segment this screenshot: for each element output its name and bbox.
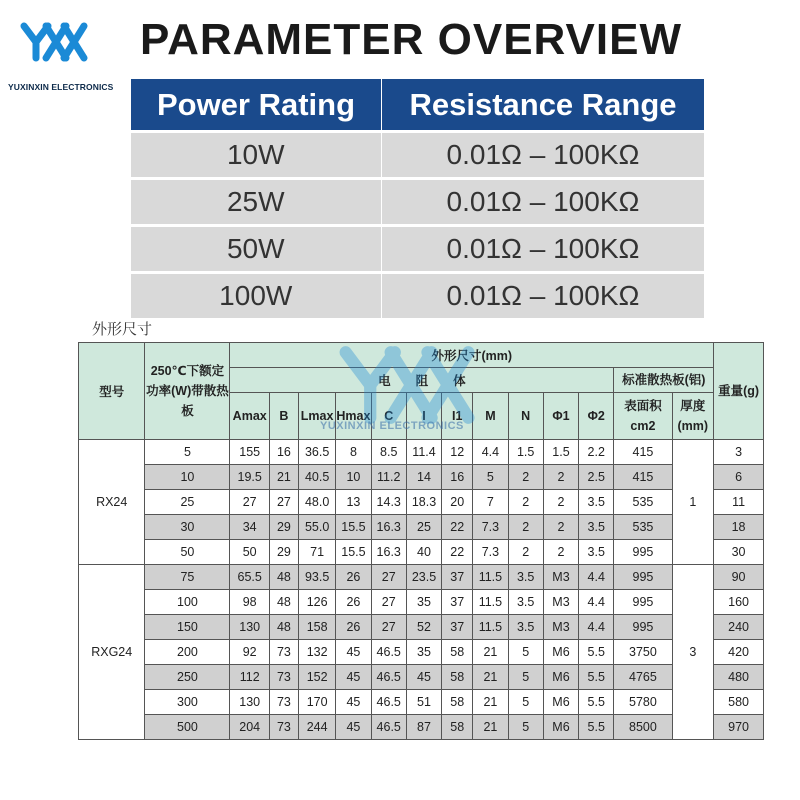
dimension-cell: 27: [371, 590, 406, 615]
table-row: [79, 615, 764, 640]
dimension-cell: 45: [336, 715, 371, 740]
weight-cell: 480: [714, 665, 764, 690]
table-row: [79, 640, 764, 665]
dimension-cell: 5.5: [579, 665, 614, 690]
dimension-cell: 98: [230, 590, 269, 615]
dimension-cell: 50: [230, 540, 269, 565]
dimension-cell: 130: [230, 615, 269, 640]
dimension-cell: 25: [406, 515, 441, 540]
surface-area-cell: 535: [614, 490, 672, 515]
dimension-cell: 35: [406, 640, 441, 665]
dimension-cell: 7: [473, 490, 508, 515]
dimension-cell: 16.3: [371, 540, 406, 565]
dimension-cell: 14.3: [371, 490, 406, 515]
weight-cell: 11: [714, 490, 764, 515]
dimension-cell: 48: [269, 590, 298, 615]
table-row: [131, 226, 705, 273]
dimension-cell: 2.5: [579, 465, 614, 490]
dimension-cell: 8.5: [371, 440, 406, 465]
section-label: 外形尺寸: [92, 321, 153, 338]
dimension-cell: 5: [508, 715, 543, 740]
surface-area-cell: 4765: [614, 665, 672, 690]
dimension-cell: 35: [406, 590, 441, 615]
dimension-cell: 45: [336, 665, 371, 690]
dimension-cell: 46.5: [371, 665, 406, 690]
table-row: [79, 690, 764, 715]
dimension-cell: 152: [298, 665, 335, 690]
power-rating-cell: 100W: [131, 273, 382, 320]
dimension-cell: 40: [406, 540, 441, 565]
weight-cell: 970: [714, 715, 764, 740]
rated-power-cell: 300: [145, 690, 230, 715]
dimension-cell: 37: [442, 615, 473, 640]
dimension-cell: 18.3: [406, 490, 441, 515]
dimension-cell: 73: [269, 690, 298, 715]
table-row: [79, 440, 764, 465]
col-header: Φ1: [543, 393, 578, 440]
thickness-header: 厚度(mm): [672, 393, 714, 440]
dimension-cell: 3.5: [508, 615, 543, 640]
dimension-cell: 92: [230, 640, 269, 665]
dimension-cell: 4.4: [579, 615, 614, 640]
col-header: Φ2: [579, 393, 614, 440]
resistance-range-cell: 0.01Ω – 100KΩ: [382, 132, 705, 179]
power-rating-table: [130, 78, 705, 321]
power-table-header-row: [131, 79, 705, 132]
dimension-cell: 21: [473, 715, 508, 740]
dimension-cell: 2: [508, 540, 543, 565]
table-row: [131, 132, 705, 179]
table-row: [79, 665, 764, 690]
dimension-cell: 52: [406, 615, 441, 640]
surface-area-cell: 8500: [614, 715, 672, 740]
rated-power-cell: 500: [145, 715, 230, 740]
watermark-text: YUXINXIN ELECTRONICS: [320, 420, 464, 432]
dimension-cell: 27: [371, 615, 406, 640]
surface-area-cell: 5780: [614, 690, 672, 715]
dimension-cell: 73: [269, 715, 298, 740]
model-cell: RXG24: [79, 565, 145, 740]
dimension-cell: 2: [508, 515, 543, 540]
table-row: [131, 179, 705, 226]
dimension-cell: 22: [442, 540, 473, 565]
model-cell: RX24: [79, 440, 145, 565]
weight-cell: 18: [714, 515, 764, 540]
col-header: Amax: [230, 393, 269, 440]
dimension-cell: 55.0: [298, 515, 335, 540]
dimension-cell: 37: [442, 565, 473, 590]
dimension-cell: 2: [508, 490, 543, 515]
dimension-cell: 4.4: [473, 440, 508, 465]
dimension-cell: 2: [543, 490, 578, 515]
table-row: [79, 540, 764, 565]
dimension-cell: 11.5: [473, 590, 508, 615]
dimension-cell: 2: [543, 515, 578, 540]
dimension-cell: 204: [230, 715, 269, 740]
dimension-cell: 2: [543, 465, 578, 490]
weight-cell: 90: [714, 565, 764, 590]
dimension-cell: 5: [508, 640, 543, 665]
surface-area-header: 表面积cm2: [614, 393, 672, 440]
dimension-cell: 3.5: [579, 540, 614, 565]
dimension-cell: 29: [269, 540, 298, 565]
dimension-cell: 16: [442, 465, 473, 490]
dimension-cell: 45: [406, 665, 441, 690]
dimension-cell: 11.2: [371, 465, 406, 490]
table-row: [79, 590, 764, 615]
dimension-cell: 21: [473, 690, 508, 715]
table-row: [79, 565, 764, 590]
weight-cell: 30: [714, 540, 764, 565]
dimension-cell: 20: [442, 490, 473, 515]
dimension-cell: 5: [473, 465, 508, 490]
dimension-cell: 40.5: [298, 465, 335, 490]
dimensions-header: 外形尺寸(mm): [230, 343, 714, 368]
yxx-logo-icon: [18, 20, 88, 64]
model-header: 型号: [79, 343, 145, 440]
table-row: [79, 465, 764, 490]
table-row: [131, 273, 705, 320]
dimension-cell: 71: [298, 540, 335, 565]
dimension-cell: 3.5: [508, 590, 543, 615]
dimension-cell: 45: [336, 690, 371, 715]
col-header: N: [508, 393, 543, 440]
dimension-cell: 27: [269, 490, 298, 515]
resistance-range-cell: 0.01Ω – 100KΩ: [382, 273, 705, 320]
dimension-cell: 3.5: [508, 565, 543, 590]
dimension-cell: 26: [336, 565, 371, 590]
surface-area-cell: 995: [614, 565, 672, 590]
dimension-cell: 26: [336, 590, 371, 615]
dimension-cell: 5.5: [579, 715, 614, 740]
col-header: I1: [442, 393, 473, 440]
dimension-cell: 11.5: [473, 565, 508, 590]
dimension-cell: 155: [230, 440, 269, 465]
dimension-cell: 1.5: [543, 440, 578, 465]
dimension-cell: 21: [473, 640, 508, 665]
dimension-cell: M6: [543, 715, 578, 740]
col-header: M: [473, 393, 508, 440]
resistance-range-cell: 0.01Ω – 100KΩ: [382, 226, 705, 273]
dimension-cell: 48.0: [298, 490, 335, 515]
col-header: Lmax: [298, 393, 335, 440]
rated-power-cell: 30: [145, 515, 230, 540]
dimension-cell: 2.2: [579, 440, 614, 465]
dimension-cell: 132: [298, 640, 335, 665]
weight-cell: 3: [714, 440, 764, 465]
rated-power-cell: 10: [145, 465, 230, 490]
table-row: [79, 715, 764, 740]
weight-cell: 160: [714, 590, 764, 615]
weight-cell: 420: [714, 640, 764, 665]
dimension-cell: 2: [543, 540, 578, 565]
dimension-cell: 4.4: [579, 565, 614, 590]
dimension-cell: 19.5: [230, 465, 269, 490]
dimension-cell: M6: [543, 665, 578, 690]
dimension-cell: 46.5: [371, 690, 406, 715]
rated-power-cell: 75: [145, 565, 230, 590]
dimension-cell: 21: [473, 665, 508, 690]
col-header: I: [406, 393, 441, 440]
dimension-cell: 170: [298, 690, 335, 715]
dimension-cell: M3: [543, 565, 578, 590]
dimension-cell: 3.5: [579, 490, 614, 515]
rated-power-cell: 200: [145, 640, 230, 665]
table-row: [79, 515, 764, 540]
dimension-cell: 7.3: [473, 515, 508, 540]
resistance-range-cell: 0.01Ω – 100KΩ: [382, 179, 705, 226]
dimension-cell: 126: [298, 590, 335, 615]
dimension-cell: 29: [269, 515, 298, 540]
dimension-cell: 48: [269, 565, 298, 590]
surface-area-cell: 415: [614, 440, 672, 465]
dimension-cell: 23.5: [406, 565, 441, 590]
rated-power-cell: 25: [145, 490, 230, 515]
dimension-cell: 58: [442, 665, 473, 690]
thickness-cell: 3: [672, 565, 714, 740]
dimension-cell: 11.4: [406, 440, 441, 465]
dimension-cell: M3: [543, 590, 578, 615]
rated-power-cell: 5: [145, 440, 230, 465]
col-header: Hmax: [336, 393, 371, 440]
dimension-cell: 26: [336, 615, 371, 640]
surface-area-cell: 995: [614, 615, 672, 640]
power-rating-cell: 25W: [131, 179, 382, 226]
surface-area-cell: 995: [614, 590, 672, 615]
power-rating-header: Power Rating: [131, 79, 382, 132]
dimension-cell: 3.5: [579, 515, 614, 540]
dimension-cell: 130: [230, 690, 269, 715]
dimension-cell: 16: [269, 440, 298, 465]
weight-cell: 6: [714, 465, 764, 490]
surface-area-cell: 995: [614, 540, 672, 565]
dimension-cell: 4.4: [579, 590, 614, 615]
dimension-cell: M3: [543, 615, 578, 640]
thickness-cell: 1: [672, 440, 714, 565]
col-header: B: [269, 393, 298, 440]
dimension-cell: 14: [406, 465, 441, 490]
rated-power-cell: 50: [145, 540, 230, 565]
dimension-cell: 46.5: [371, 715, 406, 740]
dimension-cell: 12: [442, 440, 473, 465]
dimension-cell: 10: [336, 465, 371, 490]
dimension-cell: 51: [406, 690, 441, 715]
dimension-cell: 21: [269, 465, 298, 490]
resistance-range-header: Resistance Range: [382, 79, 705, 132]
surface-area-cell: 535: [614, 515, 672, 540]
power-rating-cell: 10W: [131, 132, 382, 179]
weight-header: 重量(g): [714, 343, 764, 440]
brand-logo: [8, 20, 114, 100]
dimension-cell: 15.5: [336, 515, 371, 540]
rated-power-cell: 100: [145, 590, 230, 615]
dimension-cell: 5.5: [579, 690, 614, 715]
dimension-cell: 48: [269, 615, 298, 640]
rated-power-cell: 150: [145, 615, 230, 640]
weight-cell: 240: [714, 615, 764, 640]
dimension-cell: 8: [336, 440, 371, 465]
dimension-spec-table: [78, 342, 764, 740]
dimension-cell: M6: [543, 640, 578, 665]
dimension-cell: 37: [442, 590, 473, 615]
dimension-cell: 15.5: [336, 540, 371, 565]
dimension-cell: 58: [442, 715, 473, 740]
dimension-cell: 46.5: [371, 640, 406, 665]
dimension-cell: 13: [336, 490, 371, 515]
dimension-cell: 7.3: [473, 540, 508, 565]
dimension-cell: 58: [442, 690, 473, 715]
dimension-cell: 34: [230, 515, 269, 540]
dimension-cell: 1.5: [508, 440, 543, 465]
dimension-cell: 244: [298, 715, 335, 740]
dimension-cell: 27: [230, 490, 269, 515]
resistor-body-header: 电 阻 体: [230, 368, 614, 393]
dimension-cell: 11.5: [473, 615, 508, 640]
dimension-cell: 27: [371, 565, 406, 590]
col-header: C: [371, 393, 406, 440]
dimension-cell: 73: [269, 665, 298, 690]
dimension-cell: 112: [230, 665, 269, 690]
page-title: PARAMETER OVERVIEW: [140, 15, 682, 64]
rated-power-header: 250℃下额定功率(W)带散热板: [145, 343, 230, 440]
surface-area-cell: 3750: [614, 640, 672, 665]
dimension-cell: 87: [406, 715, 441, 740]
heatsink-header: 标准散热板(铝): [614, 368, 714, 393]
dimension-cell: 5: [508, 665, 543, 690]
power-rating-cell: 50W: [131, 226, 382, 273]
dimension-cell: 36.5: [298, 440, 335, 465]
dimension-cell: 16.3: [371, 515, 406, 540]
dimension-cell: 22: [442, 515, 473, 540]
rated-power-cell: 250: [145, 665, 230, 690]
dimension-cell: 45: [336, 640, 371, 665]
dimension-cell: 65.5: [230, 565, 269, 590]
dimension-cell: 2: [508, 465, 543, 490]
weight-cell: 580: [714, 690, 764, 715]
dimension-cell: 5: [508, 690, 543, 715]
dimension-cell: 58: [442, 640, 473, 665]
table-row: [79, 490, 764, 515]
dimension-cell: 93.5: [298, 565, 335, 590]
dimension-cell: M6: [543, 690, 578, 715]
brand-name: YUXINXIN ELECTRONICS: [8, 82, 114, 92]
dimension-cell: 5.5: [579, 640, 614, 665]
surface-area-cell: 415: [614, 465, 672, 490]
dimension-cell: 73: [269, 640, 298, 665]
dimension-cell: 158: [298, 615, 335, 640]
